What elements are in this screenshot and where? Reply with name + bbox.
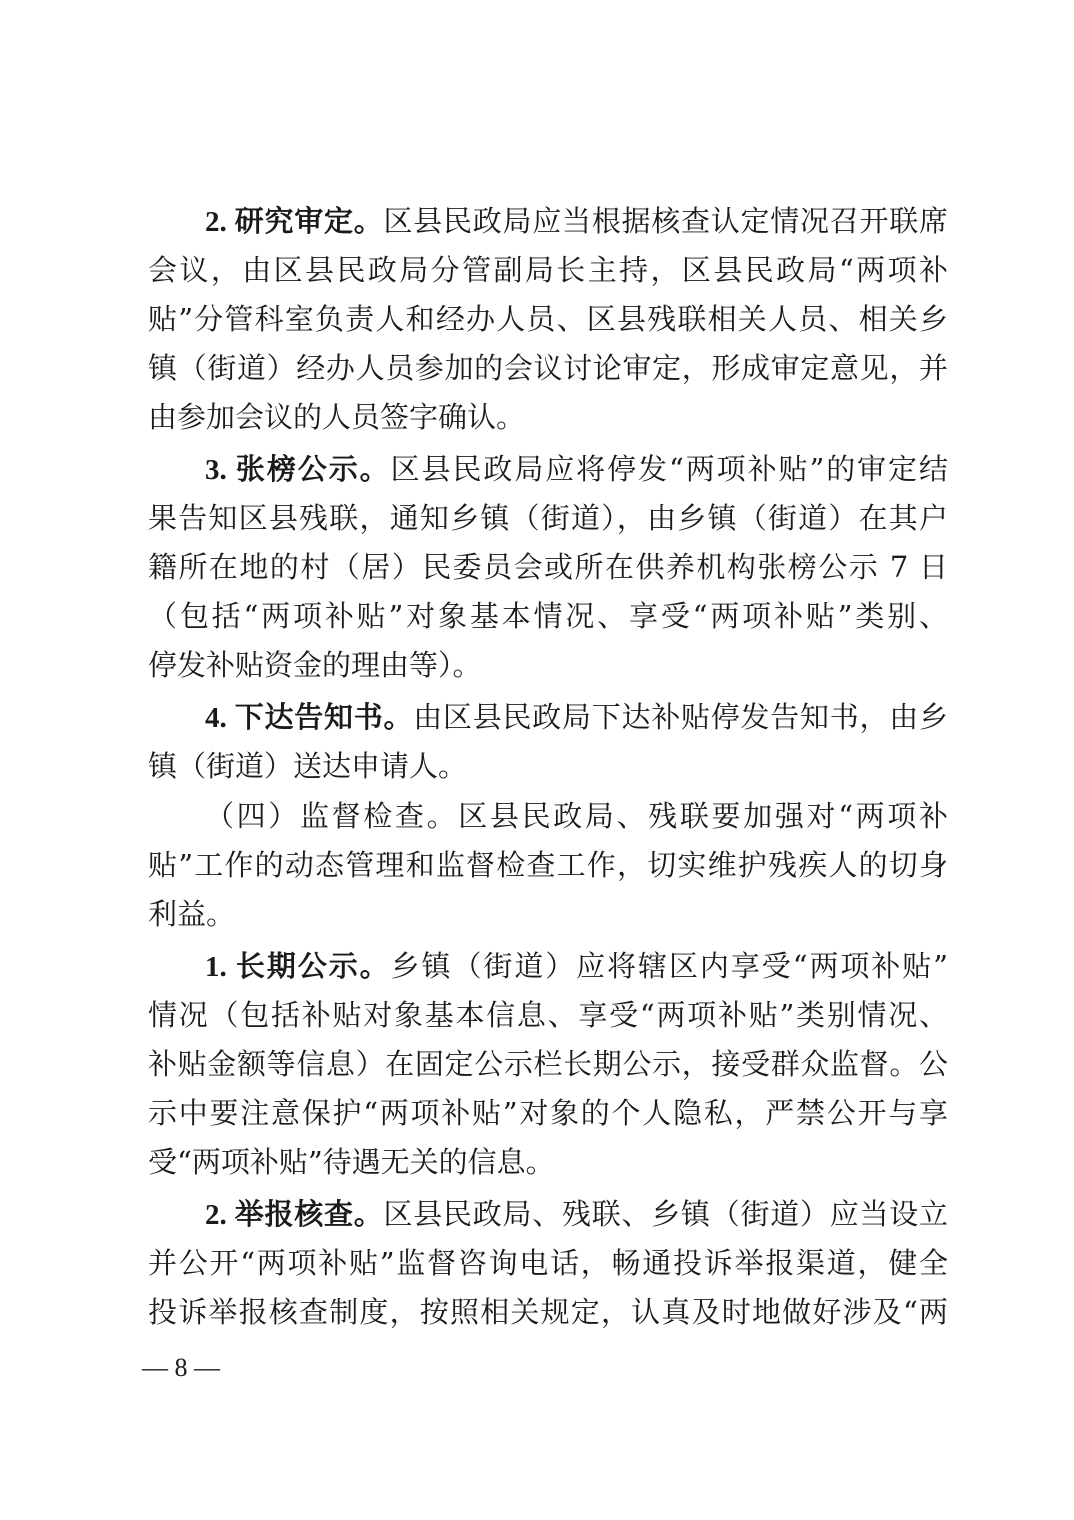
paragraph-line: 3. 张榜公示。区县民政局应将停发“两项补贴”的审定结 (205, 452, 948, 486)
paragraph-line: 果告知区县残联，通知乡镇（街道），由乡镇（街道）在其户 (148, 501, 948, 535)
paragraph-line: 镇（街道）经办人员参加的会议讨论审定，形成审定意见，并 (148, 351, 948, 385)
paragraph-line: 受“两项补贴”待遇无关的信息。 (148, 1145, 555, 1179)
paragraph-line: 利益。 (148, 897, 236, 931)
paragraph-line: 由参加会议的人员签字确认。 (148, 400, 526, 434)
paragraph-line: 2. 研究审定。区县民政局应当根据核查认定情况召开联席 (205, 204, 948, 238)
paragraph-line: 会议，由区县民政局分管副局长主持，区县民政局“两项补 (148, 253, 948, 287)
paragraph-line: 4. 下达告知书。由区县民政局下达补贴停发告知书，由乡 (205, 700, 948, 734)
paragraph-line: 示中要注意保护“两项补贴”对象的个人隐私，严禁公开与享 (148, 1096, 948, 1130)
paragraph-line: 补贴金额等信息）在固定公示栏长期公示，接受群众监督。公 (148, 1047, 948, 1081)
paragraph-line: 贴”分管科室负责人和经办人员、区县残联相关人员、相关乡 (148, 302, 948, 336)
paragraph-line: 投诉举报核查制度，按照相关规定，认真及时地做好涉及“两 (148, 1295, 948, 1329)
paragraph-line: （四）监督检查。区县民政局、残联要加强对“两项补 (205, 799, 948, 833)
paragraph-line: 停发补贴资金的理由等）。 (148, 648, 482, 682)
page-number: — 8 — (142, 1353, 220, 1382)
paragraph-line: （包括“两项补贴”对象基本情况、享受“两项补贴”类别、 (148, 599, 948, 633)
paragraph-line: 贴”工作的动态管理和监督检查工作，切实维护残疾人的切身 (148, 848, 948, 882)
paragraph-line: 并公开“两项补贴”监督咨询电话，畅通投诉举报渠道，健全 (148, 1246, 948, 1280)
section-heading: 2. 举报核查。 (205, 1199, 384, 1231)
paragraph-line: 籍所在地的村（居）民委员会或所在供养机构张榜公示 7 日 (148, 550, 948, 584)
section-heading: 1. 长期公示。 (205, 951, 391, 983)
paragraph-line: 镇（街道）送达申请人。 (148, 749, 468, 783)
paragraph-line: 2. 举报核查。区县民政局、残联、乡镇（街道）应当设立 (205, 1197, 948, 1231)
paragraph-line: 1. 长期公示。乡镇（街道）应将辖区内享受“两项补贴” (205, 949, 948, 983)
paragraph-line: 情况（包括补贴对象基本信息、享受“两项补贴”类别情况、 (148, 998, 948, 1032)
section-heading: 4. 下达告知书。 (205, 702, 414, 734)
section-heading: 3. 张榜公示。 (205, 454, 391, 486)
section-heading: 2. 研究审定。 (205, 206, 384, 238)
